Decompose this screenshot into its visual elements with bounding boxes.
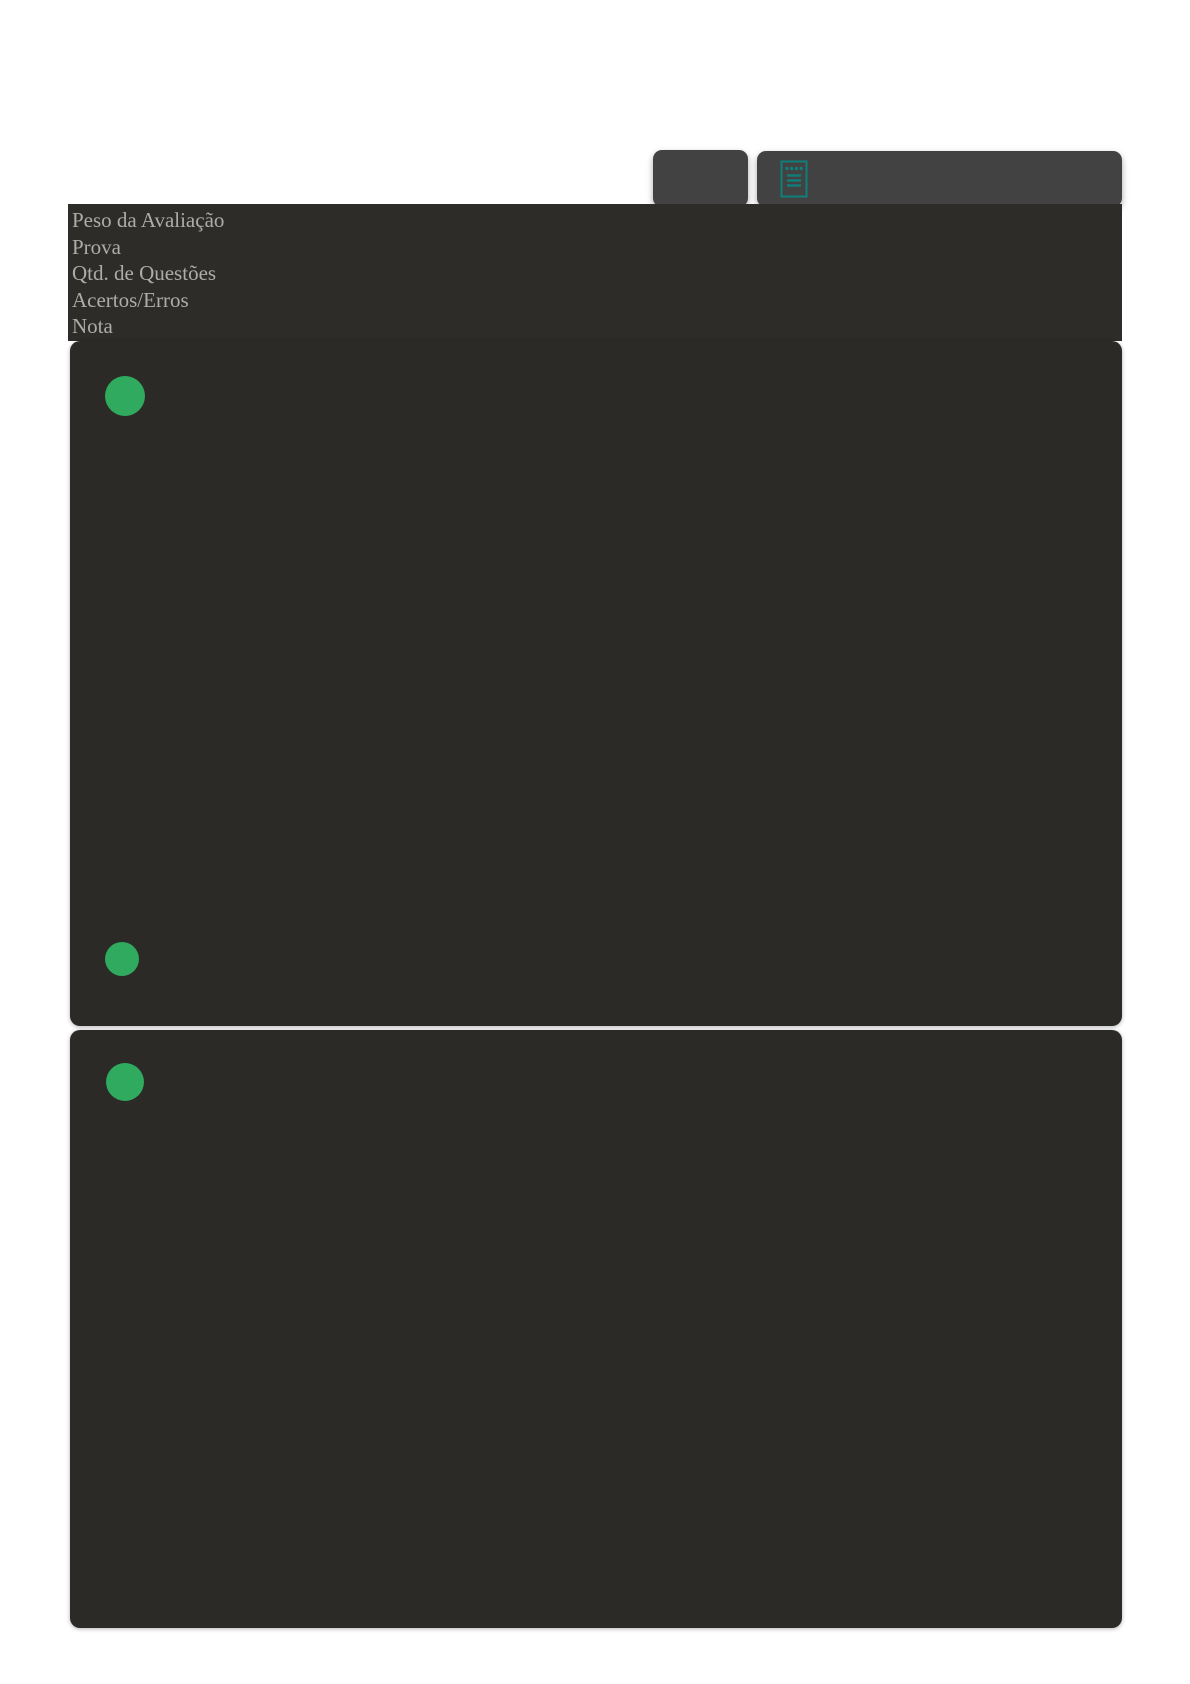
status-dot-icon [105,376,145,416]
header-label-qtd-de-questoes: Qtd. de Questões [72,261,217,286]
blank-tab-button[interactable] [653,150,748,207]
report-tab-button[interactable] [757,151,1122,207]
table-header-bar [68,204,1122,341]
header-label-nota: Nota [72,314,113,339]
header-label-prova: Prova [72,234,121,259]
content-panel-1 [70,341,1122,1026]
status-dot-icon [105,942,139,976]
header-label-acertos-erros: Acertos/Erros [72,287,189,312]
content-panel-2 [70,1030,1122,1628]
document-list-icon [780,160,808,198]
status-dot-icon [106,1063,144,1101]
header-label-peso-da-avaliacao: Peso da Avaliação [72,208,225,232]
